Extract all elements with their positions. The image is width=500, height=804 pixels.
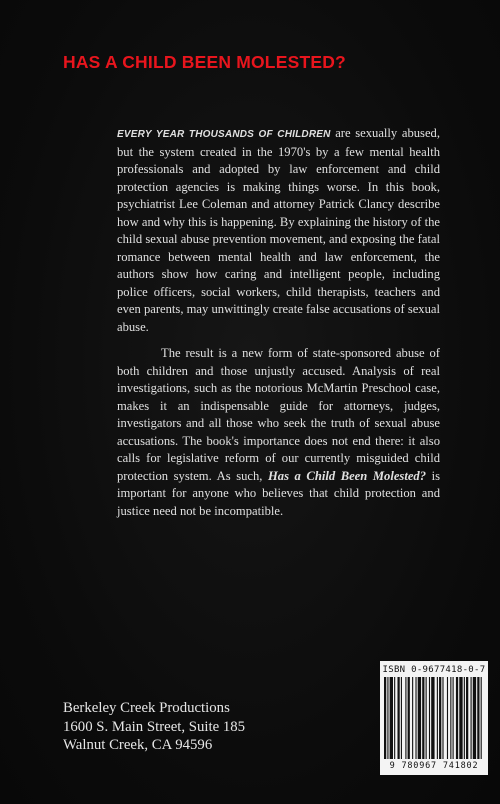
barcode-bar [437,677,438,759]
isbn-label: ISBN 0-9677418-0-7 [382,665,486,675]
cover-headline: HAS A CHILD BEEN MOLESTED? [63,52,346,72]
barcode-bar [387,677,388,759]
paragraph-2-body-start: The result is a new form of state-sponsored abuse of both children and those unjustly accused. Analysis of real investigations, such as the notorious McMartin Preschool case, makes it an indispensable guide for attorneys, judges, investigators and all those who seek the truth of sexual abuse accusations. The book's importance does not end there: it also calls for legislative reform of our currently misguided child protection system. As such, [117,346,440,483]
barcode-bar [481,677,482,759]
barcode-bar [394,677,395,759]
barcode-bar [473,677,476,759]
publisher-address [63,699,245,755]
barcode-bar [431,677,434,759]
barcode-bar [397,677,399,759]
paragraph-1-body: are sexually abused, but the system created in the 1970's by a few mental health professionals and adopted by law enforcement and child protection agencies is making things worse. In this book, psychiatrist Lee Coleman and attorney Patrick Clancy describe how and why this is happening. By explaining the history of the child sexual abuse prevention movement, and exposing the fatal romance between mental health and law enforcement, the authors show how caring and intelligent people, including police officers, social workers, child therapists, teachers and even parents, may unwittingly create false accusations of sexual abuse. [117,126,440,334]
barcode-bar [447,677,448,759]
barcode-bar [453,677,454,759]
barcode-bar [477,677,479,759]
barcode-bar [459,677,462,759]
barcode-bar [456,677,458,759]
publisher-name: Berkeley Creek Productions [63,700,230,716]
barcode-bar [390,677,393,759]
barcode-bar [471,677,472,759]
barcode-bar [384,677,386,759]
barcode-bar [466,677,468,759]
barcode-bar [439,677,441,759]
barcode-bar [422,677,424,759]
lead-in-text: EVERY YEAR THOUSANDS OF CHILDREN [117,129,331,140]
barcode-digits: 9 780967 741802 [389,761,479,771]
book-title-inline: Has a Child Been Molested? [268,468,427,483]
barcode-bar [450,677,451,759]
barcode-bars [384,677,484,759]
barcode-bar [401,677,402,759]
isbn-barcode [380,661,488,775]
barcode-bar [415,677,416,759]
publisher-city: Walnut Creek, CA 94596 [63,737,213,753]
barcode-bar [412,677,413,759]
barcode-bar [405,677,406,759]
paragraph-1 [117,125,440,336]
paragraph-2-body-end: is important for anyone who believes that child protection and justice need not be incompatible. [117,468,440,518]
barcode-bar [464,677,465,759]
barcode-bar [426,677,427,759]
barcode-bar [442,677,443,759]
barcode-bar [429,677,430,759]
publisher-street: 1600 S. Main Street, Suite 185 [63,718,246,735]
barcode-bar [418,677,421,759]
description-text [117,125,440,520]
paragraph-2 [117,345,440,520]
barcode-bar [408,677,410,759]
